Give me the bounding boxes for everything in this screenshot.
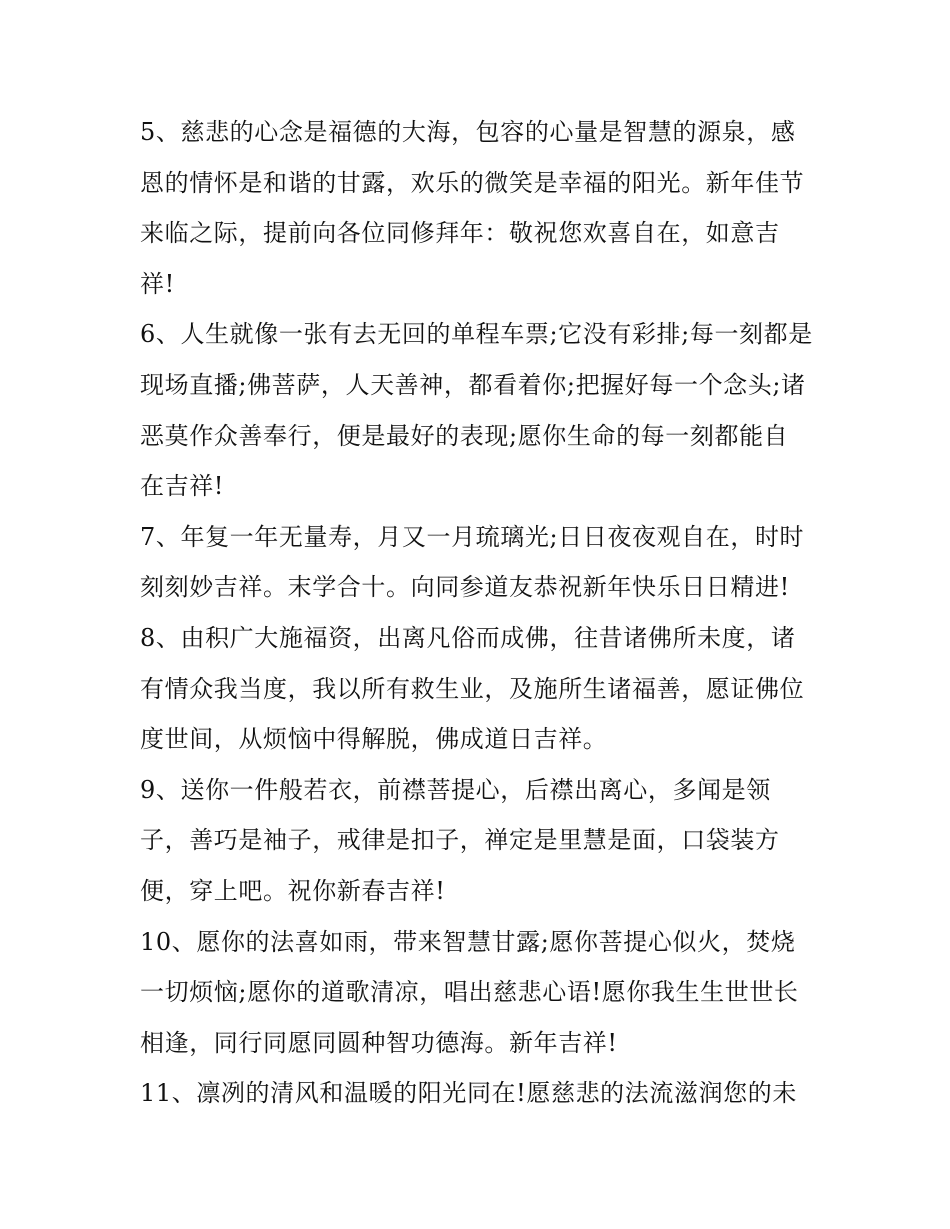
- text-line: 11、凛冽的清风和温暖的阳光同在!愿慈悲的法流滋润您的未: [140, 1079, 797, 1108]
- document-body: [140, 107, 830, 1119]
- text-line: 5、慈悲的心念是福德的大海，包容的心量是智慧的源泉，感: [140, 118, 796, 146]
- text-line: 在吉祥!: [140, 472, 225, 501]
- text-line: 刻刻妙吉祥。末学合十。向同参道友恭祝新年快乐日日精进!: [140, 573, 790, 602]
- text-line: 7、年复一年无量寿，月又一月琉璃光;日日夜夜观自在，时时: [140, 522, 805, 551]
- text-line: 6、人生就像一张有去无回的单程车票;它没有彩排;每一刻都是: [140, 320, 813, 349]
- text-line: 相逢，同行同愿同圆种智功德海。新年吉祥!: [140, 1028, 618, 1057]
- text-line: 度世间，从烦恼中得解脱，佛成道日吉祥。: [140, 725, 608, 754]
- text-line: 恶莫作众善奉行，便是最好的表现;愿你生命的每一刻都能自: [140, 421, 789, 450]
- text-line: 有情众我当度，我以所有救生业，及施所生诸福善，愿证佛位: [140, 674, 805, 703]
- text-line: 现场直播;佛菩萨，人天善神，都看着你;把握好每一个念头;诸: [140, 370, 806, 399]
- text-line: 来临之际，提前向各位同修拜年：敬祝您欢喜自在，如意吉: [140, 219, 780, 248]
- text-line: 祥!: [140, 269, 175, 298]
- text-line: 10、愿你的法喜如雨，带来智慧甘露;愿你菩提心似火，焚烧: [140, 927, 796, 956]
- text-line: 8、由积广大施福资，出离凡俗而成佛，往昔诸佛所未度，诸: [140, 623, 796, 652]
- text-line: 一切烦恼;愿你的道歌清凉，唱出慈悲心语!愿你我生生世世长: [140, 978, 799, 1007]
- text-line: 子，善巧是袖子，戒律是扣子，禅定是里慧是面，口袋装方: [140, 826, 780, 855]
- text-line: 便，穿上吧。祝你新春吉祥!: [140, 876, 446, 905]
- text-line: 恩的情怀是和谐的甘露，欢乐的微笑是幸福的阳光。新年佳节: [140, 168, 805, 197]
- text-line: 9、送你一件般若衣，前襟菩提心，后襟出离心，多闻是领: [140, 775, 771, 804]
